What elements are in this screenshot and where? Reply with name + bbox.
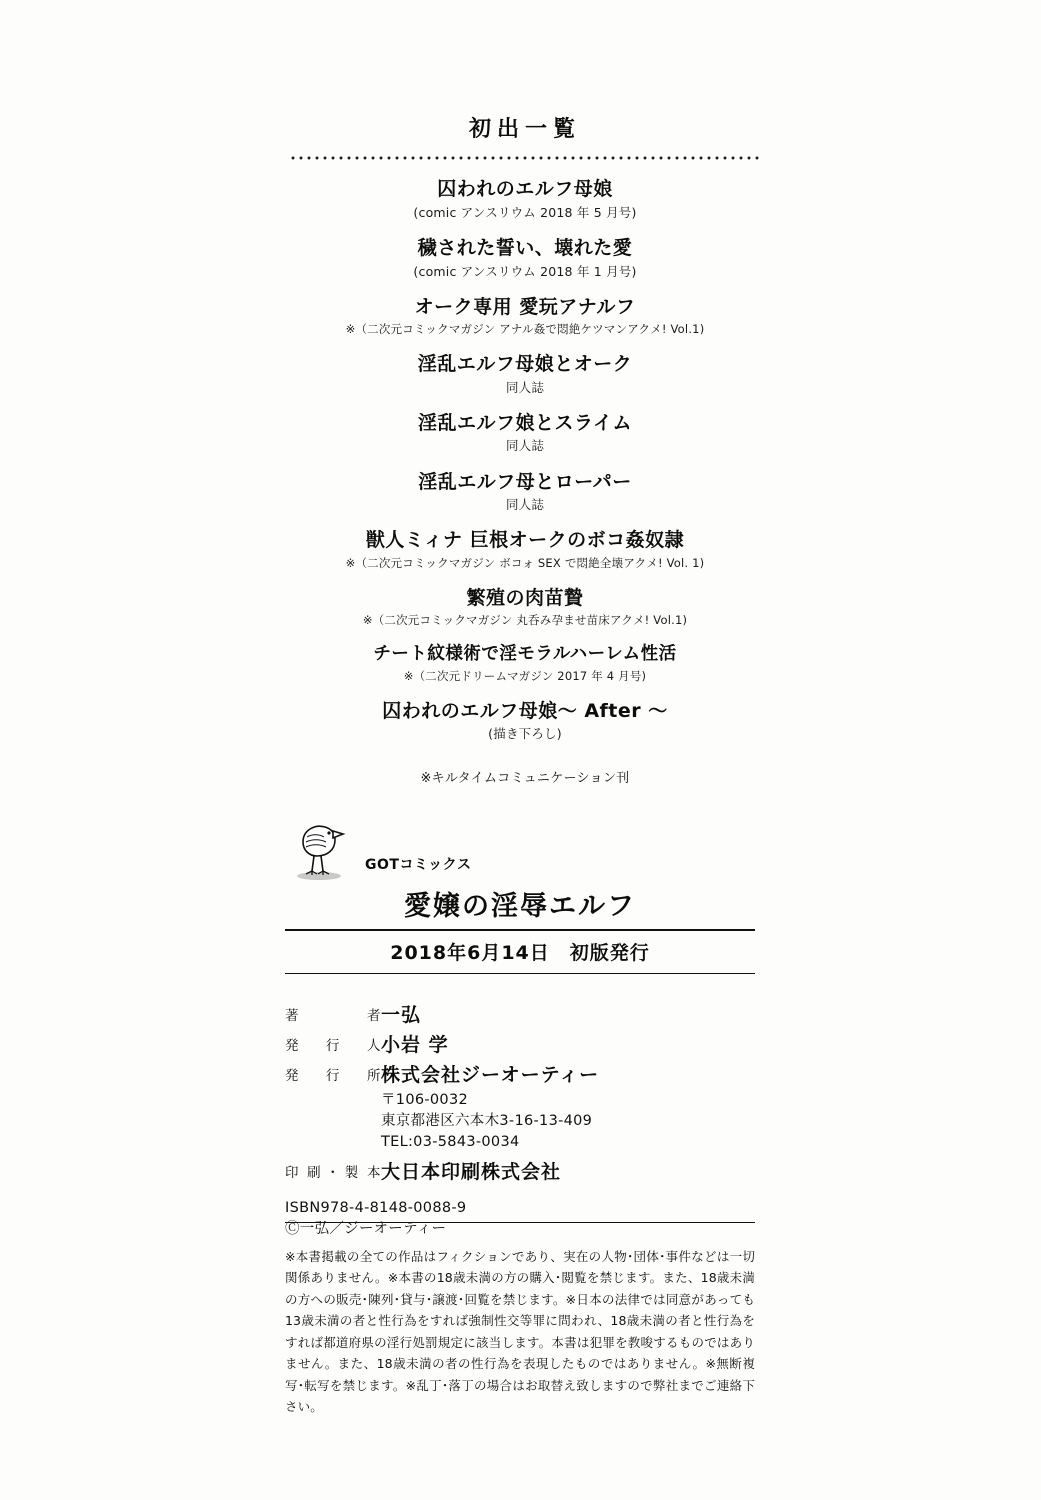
imprint-label: 著 者 (285, 1008, 381, 1024)
entry-source: ※（二次元コミックマガジン 丸呑み孕ませ苗床アクメ! Vol.1) (362, 613, 688, 628)
address-postal: 〒106-0032 (381, 1092, 469, 1108)
disclaimer-section (285, 1222, 755, 1430)
imprint-value: 一弘 (381, 1004, 422, 1026)
entry-title: チート紋様術で淫モラルハーレム性活 (373, 644, 677, 665)
imprint-value: 株式会社ジーオーティー (381, 1064, 600, 1086)
entry-source: ※（二次元コミックマガジン ボコォ SEX で悶絶全壊アクメ! Vol. 1) (345, 556, 705, 571)
list-item (290, 411, 760, 456)
entry-source: 同人誌 (505, 379, 545, 395)
credits-publisher-note: ※キルタイムコミュニケーション刊 (420, 771, 630, 787)
address-street: 東京都港区六本木3-16-13-409 (381, 1113, 593, 1130)
imprint-value: 小岩 学 (381, 1034, 449, 1056)
imprint-label: 発行人 (285, 1038, 381, 1054)
disclaimer-rule (285, 1222, 755, 1223)
entry-title: 囚われのエルフ母娘〜 After 〜 (382, 699, 668, 722)
brand-row (285, 820, 755, 882)
entry-title: 穢された誓い、壊れた愛 (417, 236, 633, 259)
list-item (290, 643, 760, 684)
entry-title: オーク専用 愛玩アナルフ (414, 295, 636, 318)
credits-heading: 初出一覧 (468, 117, 581, 142)
entry-title: 繁殖の肉苗贄 (466, 586, 584, 609)
first-appearance-list (290, 112, 760, 786)
imprint-label: 発行所 (285, 1068, 381, 1084)
entry-title: 淫乱エルフ母娘とオーク (417, 352, 633, 375)
date-rule (285, 973, 755, 974)
publisher-address (381, 1090, 755, 1153)
table-row (285, 1000, 755, 1027)
list-item (290, 470, 760, 515)
table-row (285, 1060, 755, 1087)
disclaimer-text: ※本書掲載の全ての作品はフィクションであり、実在の人物･団体･事件などは一切関係ありません。※本書の18歳未満の方の購入･閲覧を禁じます。また、18歳未満の方への販売･陳列･貸与･譲渡･回覧を禁じます。※日本の法律では同意があっても13歳未満の者と性行為をすれば強制性交等罪に問われ、18歳未満の者と性行為をすれば都道府県の淫行処罰規定に該当します。本書は犯罪を教唆するものではありません。また、18歳未満の者の性行為を表現したものではありません。※無断複写･転写を禁じます。※乱丁･落丁の場合はお取替え致しますので弊社までご連絡下さい。 (285, 1248, 755, 1414)
list-item (290, 177, 760, 222)
imprint-block (285, 1000, 755, 1240)
table-row (285, 1157, 755, 1184)
entry-title: 淫乱エルフ母とローパー (418, 470, 632, 493)
book-title: 愛嬢の淫辱エルフ (404, 891, 636, 922)
list-item (290, 352, 760, 397)
entry-source: ※（二次元ドリームマガジン 2017 年 4 月号) (403, 668, 647, 683)
bird-logo-icon (285, 820, 357, 882)
entry-title: 淫乱エルフ娘とスライム (418, 411, 632, 434)
entry-source: 同人誌 (505, 497, 545, 513)
colophon-header (285, 820, 755, 974)
list-item (290, 236, 760, 281)
list-item (290, 586, 760, 629)
copyright-line: Ⓒ一弘／ジーオーティー (285, 1221, 447, 1238)
imprint-label: 印刷･製本 (285, 1165, 381, 1182)
dotted-divider (290, 155, 760, 161)
entry-source: 同人誌 (505, 438, 545, 454)
entry-source: (comic アンスリウム 2018 年 1 月号) (413, 263, 637, 279)
imprint-value: 大日本印刷株式会社 (381, 1161, 562, 1184)
isbn-number: ISBN978-4-8148-0088-9 (285, 1200, 467, 1217)
entry-title: 囚われのエルフ母娘 (437, 178, 613, 200)
entry-source: (comic アンスリウム 2018 年 5 月号) (413, 204, 637, 220)
list-item (290, 295, 760, 338)
publish-date: 2018年6月14日 初版発行 (390, 942, 650, 964)
address-tel: TEL:03-5843-0034 (381, 1134, 520, 1151)
list-item (290, 699, 760, 744)
entry-source: (描き下ろし) (488, 726, 562, 742)
entry-title: 獣人ミィナ 巨根オークのボコ姦奴隷 (365, 529, 685, 552)
table-row (285, 1030, 755, 1057)
entry-source: ※（二次元コミックマガジン アナル姦で悶絶ケツマンアクメ! Vol.1) (345, 322, 705, 337)
list-item (290, 528, 760, 571)
brand-label: GOTコミックス (365, 857, 472, 873)
